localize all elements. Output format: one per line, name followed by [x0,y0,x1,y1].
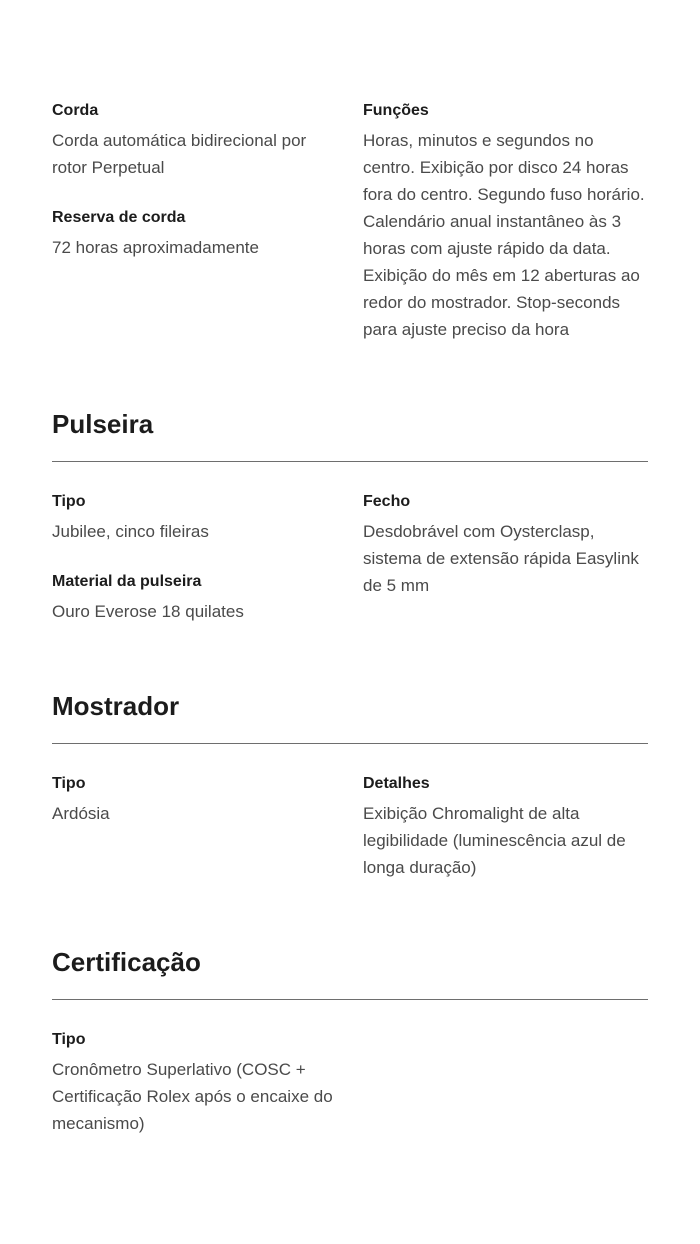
dial-right-column [363,773,648,881]
section-dial [52,688,648,881]
spec-label: Corda [52,102,99,119]
spec-value: Exibição Chromalight de alta legibilidade (luminescência azul de longa duração) [363,804,626,877]
section-title: Mostrador [52,691,180,721]
spec-winding [52,100,337,181]
section-certification [52,944,648,1137]
bracelet-right-column [363,491,648,625]
spec-certification-type [52,1029,337,1137]
spec-label: Funções [363,102,429,119]
movement-specs [52,100,648,343]
bracelet-left-column [52,491,337,625]
spec-dial-details [363,773,648,881]
spec-bracelet-material [52,571,337,625]
spec-label: Reserva de corda [52,209,186,226]
section-bracelet [52,406,648,625]
spec-power-reserve [52,207,337,261]
spec-dial-type [52,773,337,827]
section-title: Certificação [52,947,201,977]
spec-clasp [363,491,648,599]
section-divider [52,743,648,744]
spec-label: Tipo [52,775,86,792]
section-divider [52,461,648,462]
spec-bracelet-type [52,491,337,545]
section-divider [52,999,648,1000]
section-title: Pulseira [52,409,154,439]
spec-value: Jubilee, cinco fileiras [52,522,209,541]
spec-value: Cronômetro Superlativo (COSC + Certificação Rolex após o encaixe do mecanismo) [52,1060,333,1133]
spec-value: Ouro Everose 18 quilates [52,602,244,621]
movement-left-column [52,100,337,343]
movement-right-column [363,100,648,343]
bracelet-specs [52,491,648,625]
spec-functions [363,100,648,343]
spec-label: Fecho [363,493,411,510]
spec-label: Material da pulseira [52,573,202,590]
spec-value: Ardósia [52,804,110,823]
spec-value: Corda automática bidirecional por rotor Perpetual [52,131,307,177]
spec-label: Detalhes [363,775,430,792]
spec-value: Desdobrável com Oysterclasp, sistema de extensão rápida Easylink de 5 mm [363,522,639,595]
dial-specs [52,773,648,881]
certification-specs [52,1029,648,1137]
certification-left-column [52,1029,337,1137]
watch-specifications [52,100,648,1137]
certification-right-column [363,1029,648,1137]
dial-left-column [52,773,337,881]
spec-label: Tipo [52,493,86,510]
spec-label: Tipo [52,1031,86,1048]
spec-value: 72 horas aproximadamente [52,238,259,257]
spec-value: Horas, minutos e segundos no centro. Exibição por disco 24 horas fora do centro. Segundo fuso horário. Calendário anual instantâneo às 3 horas com ajuste rápido da data. Exibição do mês em 12 aberturas ao redor do mostrador. Stop-seconds para ajuste preciso da hora [363,131,645,339]
